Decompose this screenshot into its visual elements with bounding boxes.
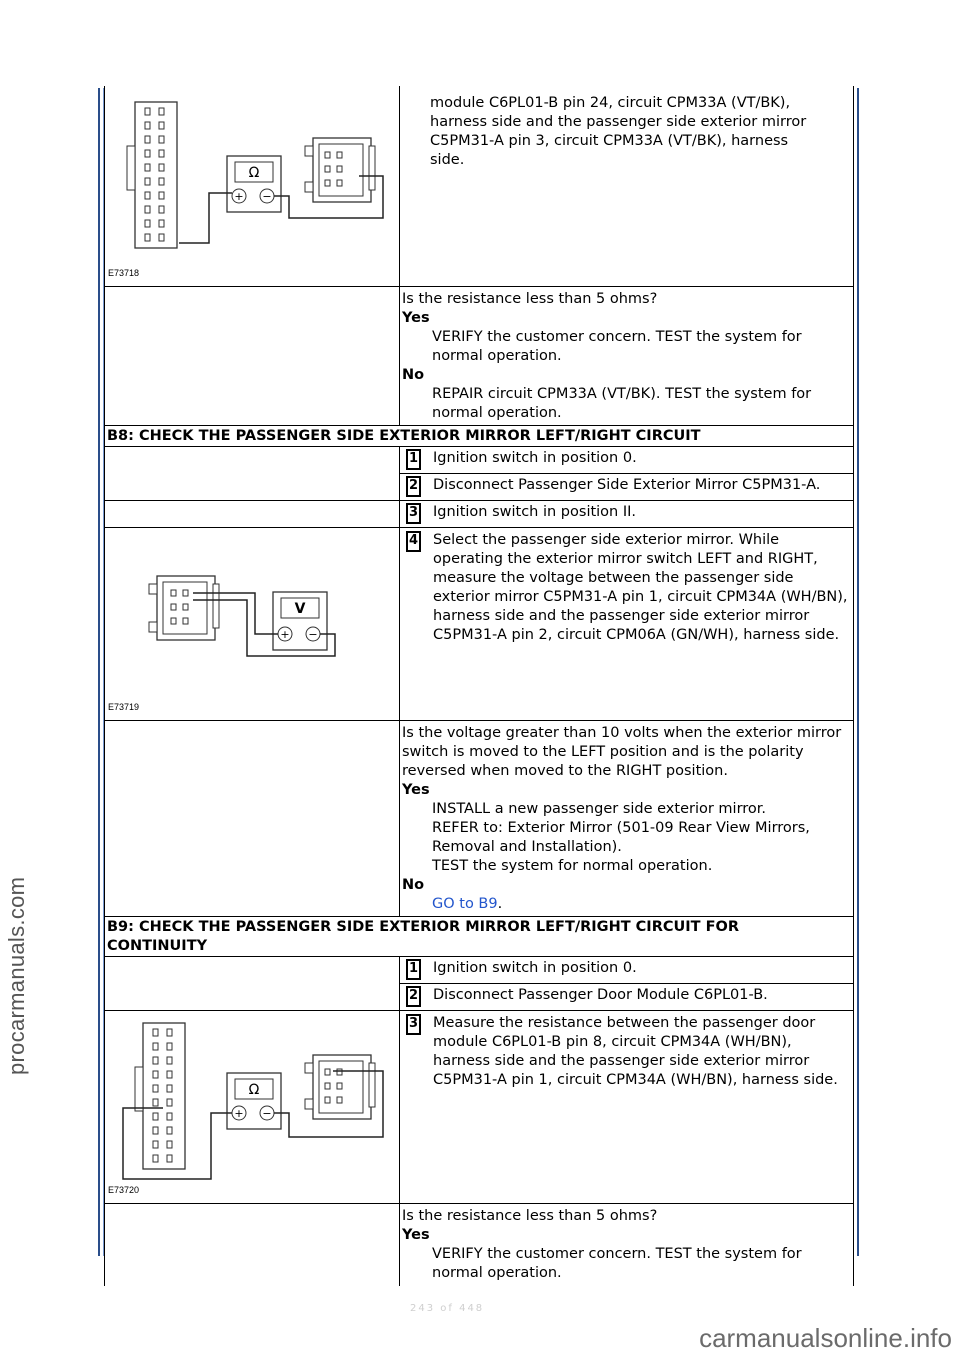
step-text: Ignition switch in position II. <box>433 504 637 520</box>
diagram-label: E73719 <box>108 702 140 712</box>
step-text: Ignition switch in position 0. <box>433 450 637 466</box>
volt-symbol: V <box>294 601 306 617</box>
empty-cell <box>105 957 400 1011</box>
yes-action: VERIFY the customer concern. TEST the system for normal operation. <box>432 329 802 364</box>
plus-symbol: + <box>234 190 244 203</box>
step-text-cell <box>400 86 854 287</box>
empty-cell <box>105 287 400 426</box>
step-text: Disconnect Passenger Door Module C6PL01-B. <box>433 987 768 1003</box>
ohm-symbol: Ω <box>248 1082 260 1098</box>
diagram-label: E73720 <box>108 1185 140 1195</box>
empty-cell <box>105 501 400 528</box>
step-number: 3 <box>406 1014 421 1035</box>
right-border-line <box>857 88 859 1256</box>
yes-action: TEST the system for normal operation. <box>432 858 713 874</box>
minus-symbol: − <box>308 628 318 641</box>
table-row <box>105 528 854 721</box>
table-row <box>105 287 854 426</box>
empty-cell <box>105 447 400 501</box>
left-border-line <box>98 88 100 1256</box>
section-heading-b8: B8: CHECK THE PASSENGER SIDE EXTERIOR MIRROR LEFT/RIGHT CIRCUIT <box>105 426 854 447</box>
procedure-table <box>104 86 854 1286</box>
question-cell <box>400 721 854 917</box>
minus-symbol: − <box>262 190 272 203</box>
step-cell <box>400 1011 854 1204</box>
text-line: C5PM31-A pin 3, circuit CPM33A (VT/BK), harness <box>430 133 789 149</box>
step-cell <box>400 501 854 528</box>
table-row <box>105 447 854 474</box>
empty-cell <box>105 1204 400 1286</box>
voltmeter-diagram <box>105 528 397 714</box>
table-row <box>105 501 854 528</box>
step-cell <box>400 474 854 501</box>
table-row <box>105 917 854 957</box>
procedure-table-wrapper <box>104 86 854 1286</box>
yes-action-reference: REFER to: Exterior Mirror (501-09 Rear View Mirrors, Removal and Installation). <box>432 820 810 855</box>
question-text: Is the resistance less than 5 ohms? <box>402 1208 658 1224</box>
no-label: No <box>402 367 425 383</box>
step-text: Disconnect Passenger Side Exterior Mirror C5PM31-A. <box>433 477 821 493</box>
step-number: 2 <box>406 476 421 497</box>
question-cell <box>400 1204 854 1286</box>
yes-label: Yes <box>402 310 430 326</box>
text-line: harness side and the passenger side exterior mirror <box>430 114 807 130</box>
step-cell <box>400 447 854 474</box>
text-line: module C6PL01-B pin 24, circuit CPM33A (VT/BK), <box>430 95 791 111</box>
step-number: 1 <box>406 959 421 980</box>
yes-label: Yes <box>402 782 430 798</box>
table-row <box>105 1204 854 1286</box>
table-row <box>105 86 854 287</box>
text-line: side. <box>430 152 465 168</box>
step-number: 2 <box>406 986 421 1007</box>
table-row <box>105 1011 854 1204</box>
no-action <box>402 895 851 914</box>
section-heading-b9: B9: CHECK THE PASSENGER SIDE EXTERIOR MIRROR LEFT/RIGHT CIRCUIT FOR CONTINUITY <box>105 917 854 957</box>
table-row <box>105 957 854 984</box>
step-text: Measure the resistance between the passenger door module C6PL01-B pin 8, circuit CPM34A (WH/BN), harness side and the passenger side exterior mirror C5PM31-A pin 1, circuit CPM34A (WH/BN), harness side. <box>433 1015 838 1088</box>
ohm-symbol: Ω <box>248 165 260 181</box>
minus-symbol: − <box>262 1107 272 1120</box>
step-cell <box>400 984 854 1011</box>
diagram-cell <box>105 528 400 721</box>
ohmmeter-diagram-1 <box>105 86 397 280</box>
question-cell <box>400 287 854 426</box>
diagram-label: E73718 <box>108 268 140 278</box>
diagram-cell <box>105 86 400 287</box>
table-row <box>105 721 854 917</box>
diagram-cell <box>105 1011 400 1204</box>
ohmmeter-diagram-2 <box>105 1011 397 1197</box>
plus-symbol: + <box>280 628 290 641</box>
step-text: Ignition switch in position 0. <box>433 960 637 976</box>
step-number: 1 <box>406 449 421 470</box>
yes-action: VERIFY the customer concern. TEST the system for normal operation. <box>432 1246 802 1281</box>
plus-symbol: + <box>234 1107 244 1120</box>
step-text: Select the passenger side exterior mirror. While operating the exterior mirror switch LEFT and RIGHT, measure the voltage between the passenger side exterior mirror C5PM31-A pin 1, circuit CPM34A (WH/BN), harness side and the passenger side exterior mirror C5PM31-A pin 2, circuit CPM06A (GN/WH), harness side. <box>433 532 848 643</box>
goto-b9-link[interactable]: GO to B9 <box>432 896 498 912</box>
step-cell <box>400 957 854 984</box>
table-row <box>105 426 854 447</box>
yes-action: INSTALL a new passenger side exterior mirror. <box>432 801 767 817</box>
no-label: No <box>402 877 425 893</box>
question-text: Is the resistance less than 5 ohms? <box>402 291 658 307</box>
side-watermark: procarmanuals.com <box>4 876 29 1075</box>
question-text: Is the voltage greater than 10 volts when the exterior mirror switch is moved to the LEFT position and is the polarity reversed when moved to the RIGHT position. <box>402 725 842 779</box>
step-number: 4 <box>406 531 421 552</box>
page-number: 243 of 448 <box>410 1303 485 1314</box>
step-cell <box>400 528 854 721</box>
bottom-watermark: carmanualsonline.info <box>699 1323 952 1353</box>
no-action: REPAIR circuit CPM33A (VT/BK). TEST the system for normal operation. <box>432 386 812 421</box>
yes-label: Yes <box>402 1227 430 1243</box>
empty-cell <box>105 721 400 917</box>
no-action-tail: . <box>497 896 503 912</box>
step-number: 3 <box>406 503 421 524</box>
